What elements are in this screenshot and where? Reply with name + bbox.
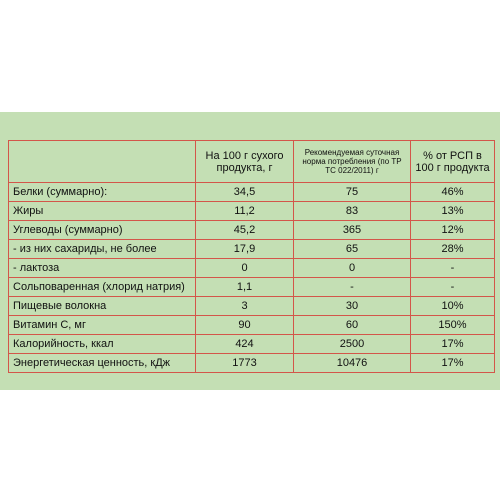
row-per-100g: 11,2 — [196, 202, 294, 221]
row-per-100g: 90 — [196, 316, 294, 335]
row-daily-norm: 365 — [294, 221, 411, 240]
row-per-100g: 1773 — [196, 354, 294, 373]
row-per-100g: 3 — [196, 297, 294, 316]
row-daily-norm: - — [294, 278, 411, 297]
row-percent: 13% — [411, 202, 495, 221]
row-name: Пищевые волокна — [9, 297, 196, 316]
row-name: Белки (суммарно): — [9, 183, 196, 202]
row-percent: - — [411, 278, 495, 297]
row-name: Сольповаренная (хлорид натрия) — [9, 278, 196, 297]
table-row — [9, 183, 495, 202]
table-header-row — [9, 141, 495, 183]
row-percent: 10% — [411, 297, 495, 316]
row-daily-norm: 60 — [294, 316, 411, 335]
header-percent-rsp: % от РСП в 100 г продукта — [411, 141, 495, 183]
table-row — [9, 297, 495, 316]
row-per-100g: 1,1 — [196, 278, 294, 297]
row-name: Жиры — [9, 202, 196, 221]
row-percent: - — [411, 259, 495, 278]
row-per-100g: 17,9 — [196, 240, 294, 259]
table-row — [9, 354, 495, 373]
header-daily-norm: Рекомендуемая суточная норма потребления (по ТР ТС 022/2011) г — [294, 141, 411, 183]
row-daily-norm: 83 — [294, 202, 411, 221]
row-per-100g: 424 — [196, 335, 294, 354]
row-name: - из них сахариды, не более — [9, 240, 196, 259]
nutrition-table — [8, 140, 495, 373]
row-per-100g: 34,5 — [196, 183, 294, 202]
row-percent: 46% — [411, 183, 495, 202]
table-row — [9, 316, 495, 335]
table-row — [9, 221, 495, 240]
table-row — [9, 202, 495, 221]
row-daily-norm: 10476 — [294, 354, 411, 373]
table-row — [9, 278, 495, 297]
row-name: - лактоза — [9, 259, 196, 278]
header-cell-empty — [9, 141, 196, 183]
row-daily-norm: 2500 — [294, 335, 411, 354]
row-daily-norm: 0 — [294, 259, 411, 278]
row-name: Витамин С, мг — [9, 316, 196, 335]
table-row — [9, 335, 495, 354]
row-per-100g: 0 — [196, 259, 294, 278]
row-daily-norm: 75 — [294, 183, 411, 202]
header-per-100g: На 100 г сухого продукта, г — [196, 141, 294, 183]
table-row — [9, 259, 495, 278]
row-name: Углеводы (суммарно) — [9, 221, 196, 240]
row-daily-norm: 30 — [294, 297, 411, 316]
row-percent: 17% — [411, 354, 495, 373]
row-name: Энергетическая ценность, кДж — [9, 354, 196, 373]
row-name: Калорийность, ккал — [9, 335, 196, 354]
table-row — [9, 240, 495, 259]
row-percent: 17% — [411, 335, 495, 354]
row-percent: 12% — [411, 221, 495, 240]
row-daily-norm: 65 — [294, 240, 411, 259]
row-percent: 150% — [411, 316, 495, 335]
row-percent: 28% — [411, 240, 495, 259]
row-per-100g: 45,2 — [196, 221, 294, 240]
